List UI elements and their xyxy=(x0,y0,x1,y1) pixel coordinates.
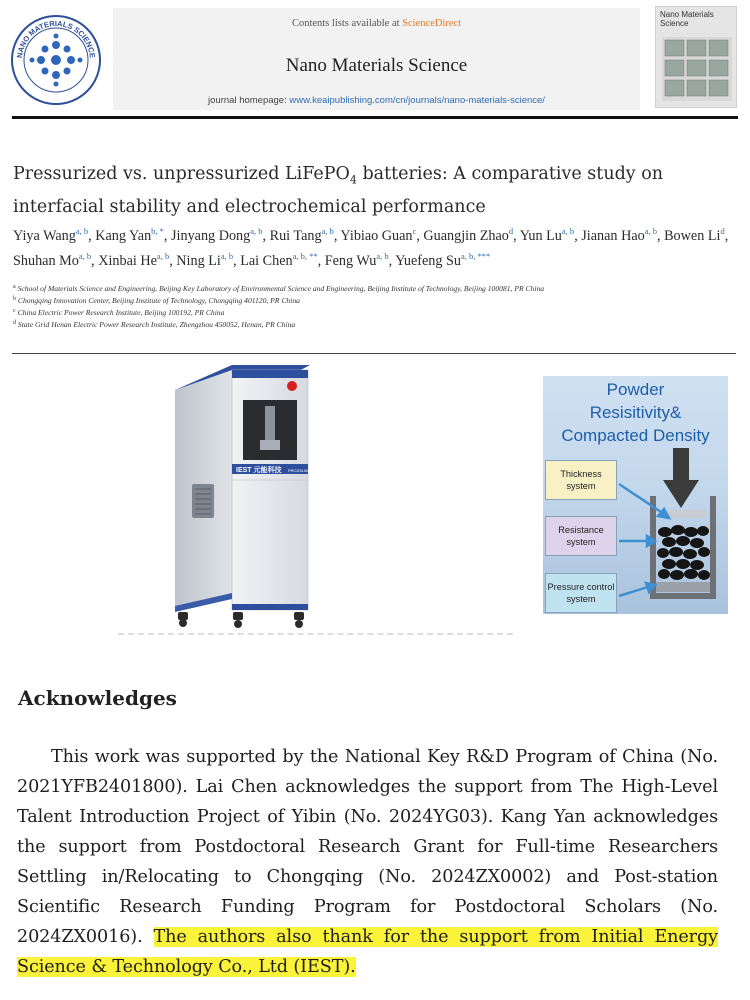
cover-image-grid xyxy=(662,37,732,101)
highlighted-text: The authors also thank for the support from Initial Energy Science & Technology Co., Ltd (IEST). xyxy=(17,927,718,977)
author-separator: , xyxy=(233,253,241,269)
author[interactable] xyxy=(13,228,95,244)
author-separator: , xyxy=(574,228,582,244)
author-affiliation-mark[interactable]: a, b xyxy=(644,226,657,236)
article-title xyxy=(13,161,713,221)
panel-title xyxy=(543,378,728,447)
author[interactable] xyxy=(520,228,582,244)
instrument-photo xyxy=(170,362,320,630)
author-name: Guangjin Zhao xyxy=(423,228,509,244)
author[interactable] xyxy=(98,253,176,269)
resistance-system-label: Resistance system xyxy=(545,516,617,556)
author[interactable] xyxy=(95,228,171,244)
author-affiliation-mark[interactable]: d xyxy=(508,226,514,236)
author-affiliation-mark[interactable]: a, b, ** xyxy=(292,251,318,261)
author-separator: , xyxy=(416,228,424,244)
affiliation-mark: c xyxy=(13,308,16,314)
title-subscript: 4 xyxy=(349,173,357,187)
author-name: Jianan Hao xyxy=(581,228,645,244)
author-separator: , xyxy=(317,253,322,269)
affiliation-text: School of Materials Science and Engineering, Beijing Key Laboratory of Environmental Science and Engineering, Beijing Institute of Technology, Beijing 100081, PR China xyxy=(17,284,545,293)
instrument-brand: IEST 元能科技 xyxy=(236,467,282,474)
acknowledgement-body xyxy=(17,742,718,982)
homepage-link[interactable]: www.keaipublishing.com/cn/journals/nano-materials-science/ xyxy=(289,95,545,106)
author-name: Kang Yan xyxy=(95,228,152,244)
affiliation-text: Chongqing Innovation Center, Beijing Institute of Technology, Chongqing 401120, PR China xyxy=(17,296,300,305)
author-separator: , xyxy=(163,228,172,244)
author-name: Lai Chen xyxy=(240,253,293,269)
author-list xyxy=(13,221,733,271)
sciencedirect-link[interactable]: ScienceDirect xyxy=(402,18,462,29)
journal-name: Nano Materials Science xyxy=(285,55,468,76)
cover-title: Nano Materials Science xyxy=(660,10,714,28)
contents-line xyxy=(113,18,640,29)
author-name: Xinbai He xyxy=(98,253,157,269)
author-affiliation-mark[interactable]: a, b, *** xyxy=(461,251,491,261)
author[interactable] xyxy=(171,228,270,244)
powder-resistivity-panel xyxy=(543,376,728,614)
author-separator: , xyxy=(169,253,177,269)
affiliation-item xyxy=(13,294,653,306)
pressure-control-system-label: Pressure control system xyxy=(545,573,617,613)
affiliation-item xyxy=(13,318,653,330)
title-part-3: interfacial stability and electrochemical performance xyxy=(13,196,486,217)
affiliation-text: State Grid Henan Electric Power Research Institute, Zhengzhou 450052, Henan, PR China xyxy=(17,320,296,329)
journal-header xyxy=(0,0,750,118)
author-separator: , xyxy=(333,228,341,244)
acknowledgement-text: This work was supported by the National Key R&D Program of China (No. 2021YFB2401800). Lai Chen acknowledges the support from The High-Level Talent Introduction Project of Yibin (No. 2024YG03). Kang Yan acknowledges the support from Postdoctoral Research Grant for Full-time Researchers Settling in/Relocating to Chongqing (No. 2024ZX0002) and Post-station Scientific Research Funding Program for Postdoctoral Scholars (No. 2024ZX0016). xyxy=(17,747,718,947)
journal-banner xyxy=(113,8,640,110)
author-separator: , xyxy=(724,228,729,244)
thickness-system-label: Thickness system xyxy=(545,460,617,500)
header-rule xyxy=(12,116,738,119)
affiliation-mark: a xyxy=(13,284,16,290)
author-separator: , xyxy=(88,228,96,244)
author-affiliation-mark[interactable]: d xyxy=(720,226,725,236)
homepage-prefix: journal homepage: xyxy=(208,95,290,106)
author-affiliation-mark[interactable]: c xyxy=(412,226,417,236)
figure-divider xyxy=(118,633,513,635)
author-affiliation-mark[interactable]: a, b xyxy=(75,226,89,236)
author-name: Rui Tang xyxy=(269,228,322,244)
affiliation-mark: d xyxy=(13,320,16,326)
panel-title-line-2: Resisitivity& xyxy=(589,403,682,422)
author[interactable] xyxy=(240,253,321,269)
author-affiliation-mark[interactable]: a, b xyxy=(78,251,92,261)
instrument-model: PRCD3100 xyxy=(288,468,309,473)
logo-text: NANO MATERIALS SCIENCE xyxy=(15,18,97,59)
author-name: Shuhan Mo xyxy=(13,253,79,269)
author-separator: , xyxy=(91,253,99,269)
author[interactable] xyxy=(340,228,423,244)
author-affiliation-mark[interactable]: b, * xyxy=(151,226,164,236)
author-affiliation-mark[interactable]: a, b xyxy=(250,226,263,236)
author[interactable] xyxy=(395,253,490,269)
author-separator: , xyxy=(513,228,517,244)
section-divider xyxy=(12,353,736,354)
author[interactable] xyxy=(270,228,341,244)
title-part-2: batteries: A comparative study on xyxy=(356,164,664,184)
author[interactable] xyxy=(13,253,98,269)
author-name: Yun Lu xyxy=(519,228,562,244)
author-affiliation-mark[interactable]: a, b xyxy=(561,226,575,236)
journal-logo xyxy=(10,14,102,106)
author-affiliation-mark[interactable]: a, b xyxy=(156,251,170,261)
contents-prefix: Contents lists available at xyxy=(291,18,403,29)
affiliation-text: China Electric Power Research Institute, Beijing 100192, PR China xyxy=(17,308,225,317)
acknowledgement-heading: Acknowledges xyxy=(18,686,177,710)
author-affiliation-mark[interactable]: a, b xyxy=(321,226,334,236)
author-separator: , xyxy=(388,253,396,269)
author-name: Feng Wu xyxy=(324,253,377,269)
author-affiliation-mark[interactable]: a, b xyxy=(220,251,234,261)
author[interactable] xyxy=(581,228,664,244)
author-name: Yuefeng Su xyxy=(395,253,461,269)
author-affiliation-mark[interactable]: a, b xyxy=(376,251,389,261)
author-name: Bowen Li xyxy=(664,228,721,244)
title-part-1: Pressurized vs. unpressurized LiFePO xyxy=(13,164,350,184)
panel-title-line-3: Compacted Density xyxy=(561,426,710,445)
affiliation-list xyxy=(13,282,653,330)
author-name: Jinyang Dong xyxy=(171,228,251,244)
affiliation-mark: b xyxy=(13,296,16,302)
author-name: Yibiao Guan xyxy=(340,228,413,244)
author-name: Yiya Wang xyxy=(13,228,76,244)
author-name: Ning Li xyxy=(176,253,221,269)
panel-title-line-1: Powder xyxy=(606,380,665,399)
affiliation-item xyxy=(13,282,653,294)
journal-cover xyxy=(655,6,737,108)
affiliation-item xyxy=(13,306,653,318)
homepage-line xyxy=(113,95,640,106)
author[interactable] xyxy=(325,253,395,269)
author[interactable] xyxy=(176,253,240,269)
author-separator: , xyxy=(657,228,665,244)
author[interactable] xyxy=(664,228,728,244)
author[interactable] xyxy=(423,228,516,244)
author-separator: , xyxy=(262,228,270,244)
